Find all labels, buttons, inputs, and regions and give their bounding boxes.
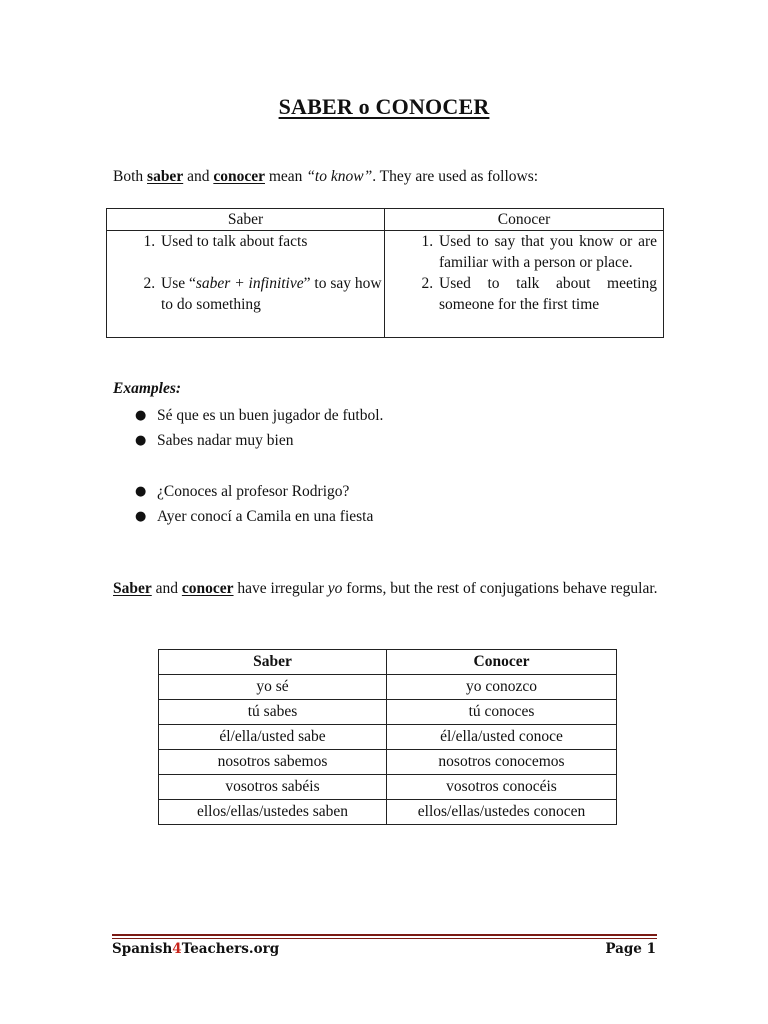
intro-saber-word: saber xyxy=(147,168,184,185)
bullet-icon: ● xyxy=(135,432,147,448)
bullet-icon: ● xyxy=(135,408,147,423)
saber-use-2-post: ” to say how to do something xyxy=(161,275,382,313)
bullet-icon: ● xyxy=(135,484,147,499)
intro-conocer-word: conocer xyxy=(213,168,265,185)
uses-header-saber: Saber xyxy=(107,209,385,231)
examples-heading: Examples: xyxy=(113,380,182,397)
site-name-part3: Teachers.org xyxy=(181,941,280,957)
uses-cell-saber xyxy=(107,231,385,338)
table-row xyxy=(159,775,617,800)
page-number: Page 1 xyxy=(605,941,656,957)
para-post: forms, but the rest of conjugations behave regular. xyxy=(342,580,658,597)
conj-cell-conocer: vosotros conocéis xyxy=(387,775,617,800)
conocer-use-1: 1. Used to say that you know or are familiar with a person or place. xyxy=(437,231,663,273)
intro-mid1: and xyxy=(183,168,214,185)
conj-cell-saber: nosotros sabemos xyxy=(159,750,387,775)
bullet-icon: ● xyxy=(135,508,147,524)
footer-divider-thin xyxy=(112,938,657,939)
site-name-four: 4 xyxy=(172,941,182,957)
table-row xyxy=(159,725,617,750)
footer-site-name xyxy=(112,941,279,957)
saber-use-2 xyxy=(159,273,384,315)
intro-mid2: mean xyxy=(264,168,307,185)
saber-use-2-pre: Use “ xyxy=(161,275,196,292)
saber-use-2-italic: saber + infinitive xyxy=(195,275,304,292)
conocer-use-2: 2. Used to talk about meeting someone for the first time xyxy=(437,273,663,315)
conj-cell-saber: él/ella/usted sabe xyxy=(159,725,387,750)
conjugation-table xyxy=(158,649,617,825)
table-row xyxy=(159,800,617,825)
conj-cell-saber: yo sé xyxy=(159,675,387,700)
conj-cell-saber: tú sabes xyxy=(159,700,387,725)
para-mid1: and xyxy=(151,580,182,597)
para-saber-word: Saber xyxy=(113,580,152,597)
para-yo-word: yo xyxy=(327,580,343,597)
conj-header-saber: Saber xyxy=(159,650,387,675)
intro-pre: Both xyxy=(113,168,148,185)
list-item xyxy=(113,505,373,530)
examples-list-conocer xyxy=(113,480,373,529)
intro-meaning: “to know” xyxy=(306,168,373,185)
uses-cell-conocer xyxy=(385,231,664,338)
conj-cell-conocer: ellos/ellas/ustedes conocen xyxy=(387,800,617,825)
intro-sentence xyxy=(113,166,673,188)
list-item xyxy=(113,404,383,429)
example-text: Sabes nadar muy bien xyxy=(157,431,294,449)
example-text: ¿Conoces al profesor Rodrigo? xyxy=(157,483,350,500)
table-row xyxy=(159,750,617,775)
conj-cell-conocer: yo conozco xyxy=(387,675,617,700)
table-row xyxy=(159,700,617,725)
list-item xyxy=(113,429,383,454)
para-mid2: have irregular xyxy=(233,580,328,597)
list-item xyxy=(113,480,373,505)
table-row xyxy=(159,675,617,700)
footer-divider-thick xyxy=(112,934,657,936)
conj-cell-conocer: tú conoces xyxy=(387,700,617,725)
conj-cell-saber: vosotros sabéis xyxy=(159,775,387,800)
conj-cell-saber: ellos/ellas/ustedes saben xyxy=(159,800,387,825)
uses-header-conocer: Conocer xyxy=(385,209,664,231)
site-name-part1: Spanish xyxy=(112,941,173,957)
conj-cell-conocer: nosotros conocemos xyxy=(387,750,617,775)
example-text: Ayer conocí a Camila en una fiesta xyxy=(157,507,374,525)
examples-list-saber xyxy=(113,404,383,453)
uses-table xyxy=(106,208,664,338)
page-title: SABER o CONOCER xyxy=(278,94,490,119)
conj-cell-conocer: él/ella/usted conoce xyxy=(387,725,617,750)
intro-post: . They are used as follows: xyxy=(372,168,539,185)
conj-header-conocer: Conocer xyxy=(387,650,617,675)
para-conocer-word: conocer xyxy=(181,580,234,597)
irregular-forms-paragraph xyxy=(113,576,673,601)
example-text: Sé que es un buen jugador de futbol. xyxy=(157,407,384,424)
saber-use-1: 1. Used to talk about facts xyxy=(159,231,384,252)
